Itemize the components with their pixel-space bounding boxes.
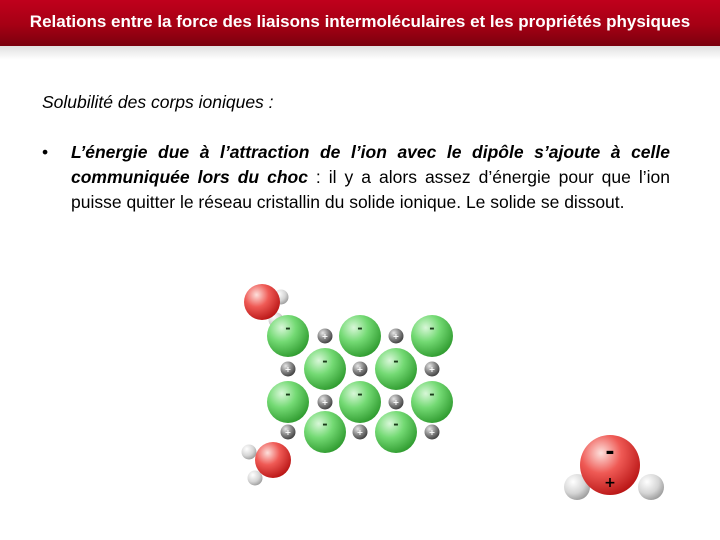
- cation-sign: +: [392, 331, 400, 341]
- water-hydrogen: [248, 471, 263, 486]
- bullet-marker: •: [42, 142, 49, 162]
- cation-sign: +: [321, 331, 329, 341]
- cation-sign: +: [356, 364, 364, 374]
- anion-sign: -: [429, 321, 435, 337]
- cation-sign: +: [284, 427, 292, 437]
- dipole-negative-sign: -: [605, 440, 615, 465]
- water-dipole: [564, 435, 664, 500]
- water-molecule-bottom-left: [242, 442, 292, 486]
- anion-sign: -: [357, 387, 363, 403]
- bullet-rest: : il y a alors assez d’énergie pour que l’ion puisse quitter le réseau cristallin du solide ionique. Le solide se dissout.: [71, 167, 670, 212]
- anion-sign: -: [322, 417, 328, 433]
- cation-sign: +: [428, 364, 436, 374]
- anion-sign: -: [322, 354, 328, 370]
- dipole-hydrogen: [638, 474, 664, 500]
- water-oxygen: [255, 442, 291, 478]
- anion-sign: -: [393, 354, 399, 370]
- ionic-crystal-lattice: [267, 315, 453, 453]
- cation-sign: +: [356, 427, 364, 437]
- anion-sign: -: [285, 387, 291, 403]
- water-hydrogen: [242, 445, 257, 460]
- anion-sign: -: [357, 321, 363, 337]
- dipole-positive-sign: +: [604, 475, 616, 491]
- water-oxygen: [244, 284, 280, 320]
- cation-sign: +: [428, 427, 436, 437]
- anion-sign: -: [285, 321, 291, 337]
- cation-sign: +: [321, 397, 329, 407]
- anion-sign: -: [393, 417, 399, 433]
- cation-sign: +: [284, 364, 292, 374]
- slide-title: Relations entre la force des liaisons intermoléculaires et les propriétés physiques: [29, 12, 691, 31]
- slide-subtitle: Solubilité des corps ioniques :: [42, 92, 274, 112]
- bullet-emphasis: L’énergie due à l’attraction de l’ion avec le dipôle s’ajoute à celle communiquée lors du choc: [71, 142, 670, 187]
- cation-sign: +: [392, 397, 400, 407]
- anion-sign: -: [429, 387, 435, 403]
